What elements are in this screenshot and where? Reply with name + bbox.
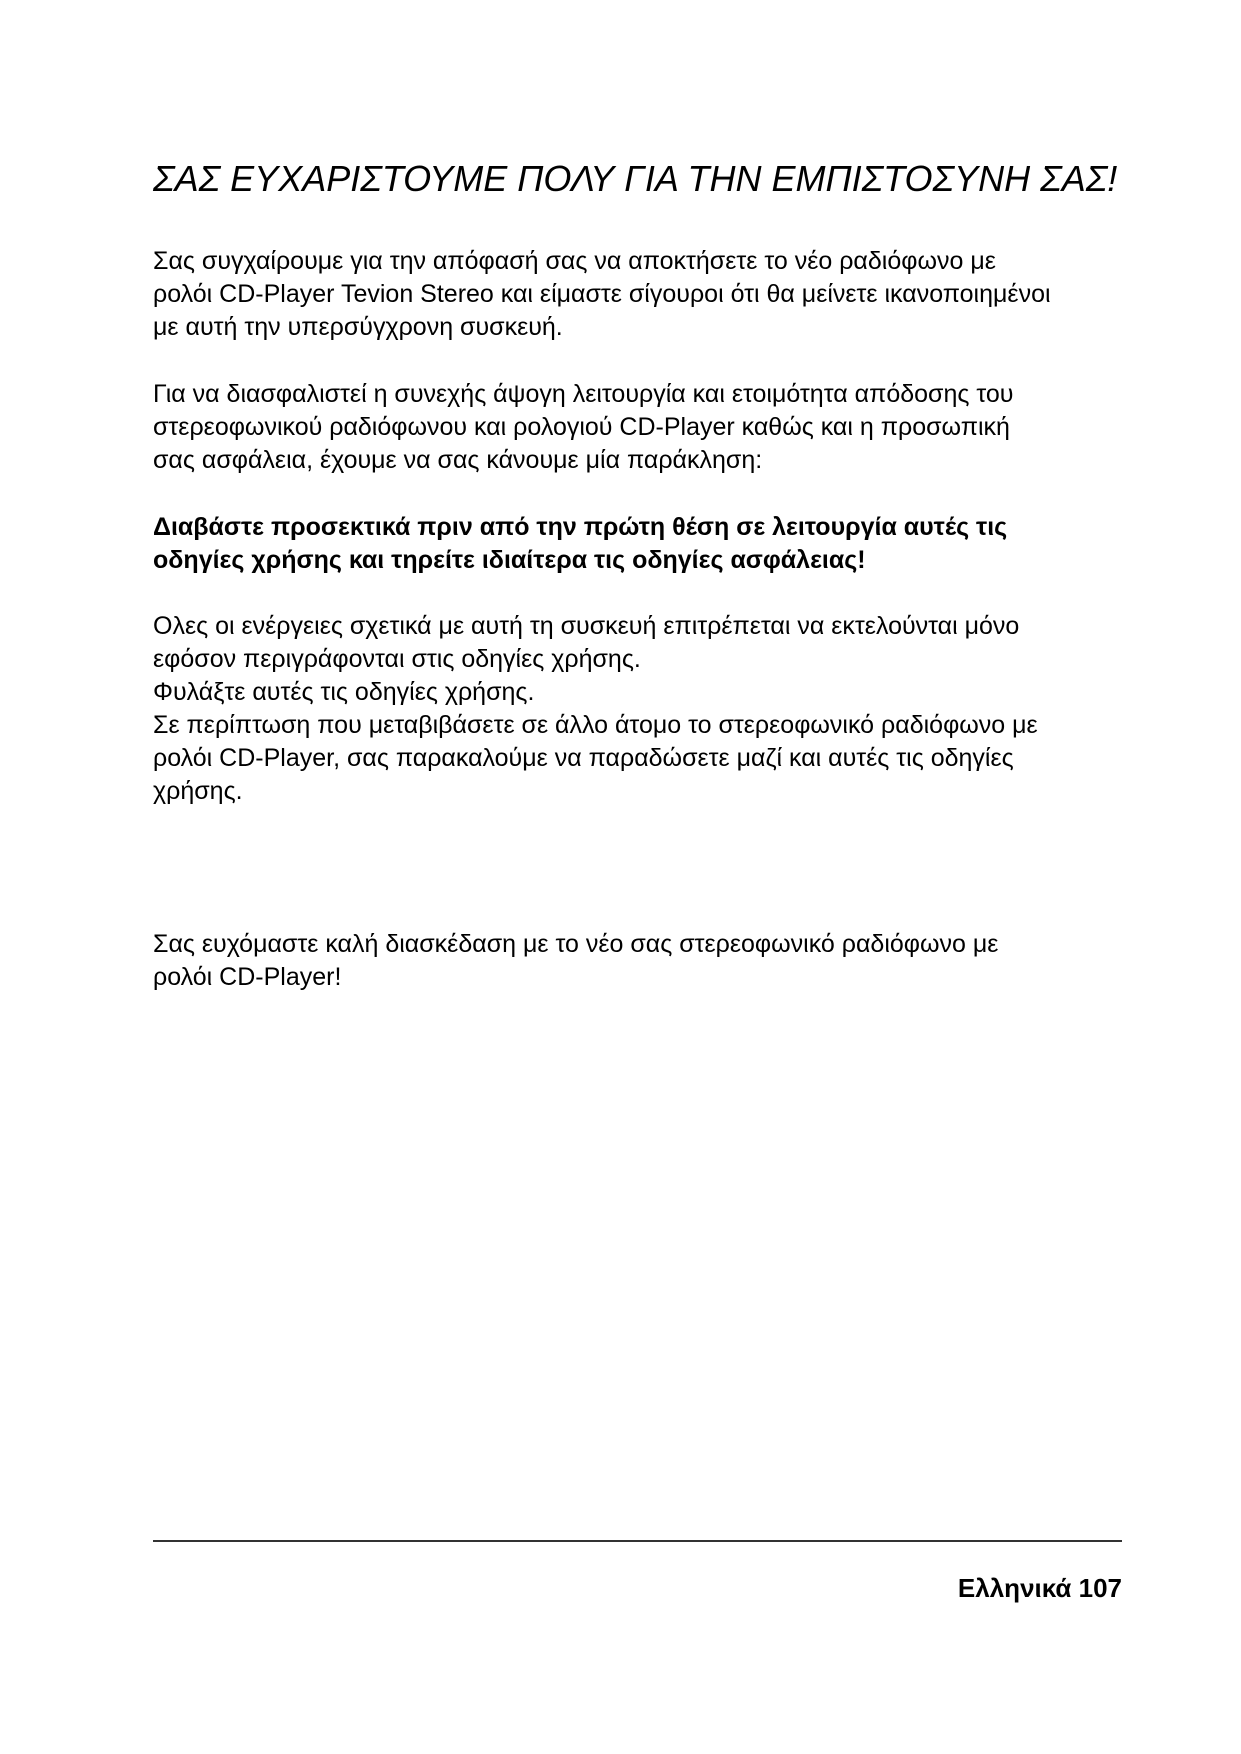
request-paragraph — [153, 378, 1133, 477]
text-line: Σας συγχαίρουμε για την απόφασή σας να αποκτήσετε το νέο ραδιόφωνο με — [153, 247, 996, 275]
text-line: στερεοφωνικού ραδιόφωνου και ρολογιού CD-Player καθώς και η προσωπική — [153, 413, 1010, 441]
page-number: 107 — [1078, 1573, 1122, 1603]
text-line: ρολόι CD-Player! — [153, 963, 342, 991]
text-line: Φυλάξτε αυτές τις οδηγίες χρήσης. — [153, 678, 535, 706]
text-line: Σε περίπτωση που μεταβιβάσετε σε άλλο άτομο το στερεοφωνικό ραδιόφωνο με — [153, 711, 1038, 739]
text-line: σας ασφάλεια, έχουμε να σας κάνουμε μία παράκληση: — [153, 446, 763, 474]
text-line: ρολόι CD-Player, σας παρακαλούμε να παραδώσετε μαζί και αυτές τις οδηγίες — [153, 744, 1014, 772]
page-title: ΣΑΣ ΕΥΧΑΡΙΣΤΟΥΜΕ ΠΟΛΥ ΓΙΑ ΤΗΝ ΕΜΠΙΣΤΟΣΥΝΗ ΣΑΣ! — [153, 158, 1118, 199]
intro-paragraph — [153, 245, 1133, 344]
text-line: οδηγίες χρήσης και τηρείτε ιδιαίτερα τις οδηγίες ασφάλειας! — [153, 546, 866, 574]
text-line: χρήσης. — [153, 777, 243, 805]
text-line: με αυτή την υπερσύγχρονη συσκευή. — [153, 313, 563, 341]
text-line: εφόσον περιγράφονται στις οδηγίες χρήσης. — [153, 645, 641, 673]
text-line: ρολόι CD-Player Tevion Stereo και είμαστε σίγουροι ότι θα μείνετε ικανοποιημένοι — [153, 280, 1051, 308]
closing-paragraph — [153, 928, 1133, 994]
text-line: Διαβάστε προσεκτικά πριν από την πρώτη θέση σε λειτουργία αυτές τις — [153, 513, 1008, 541]
footer-language: Ελληνικά — [957, 1573, 1072, 1603]
instructions-paragraph — [153, 610, 1133, 808]
footer-divider — [153, 1540, 1122, 1542]
text-line: Ολες οι ενέργειες σχετικά με αυτή τη συσκευή επιτρέπεται να εκτελούνται μόνο — [153, 612, 1020, 640]
safety-warning-paragraph — [153, 511, 1133, 577]
text-line: Σας ευχόμαστε καλή διασκέδαση με το νέο σας στερεοφωνικό ραδιόφωνο με — [153, 930, 999, 958]
page-footer — [958, 1572, 1122, 1604]
text-line: Για να διασφαλιστεί η συνεχής άψογη λειτουργία και ετοιμότητα απόδοσης του — [153, 380, 1014, 408]
